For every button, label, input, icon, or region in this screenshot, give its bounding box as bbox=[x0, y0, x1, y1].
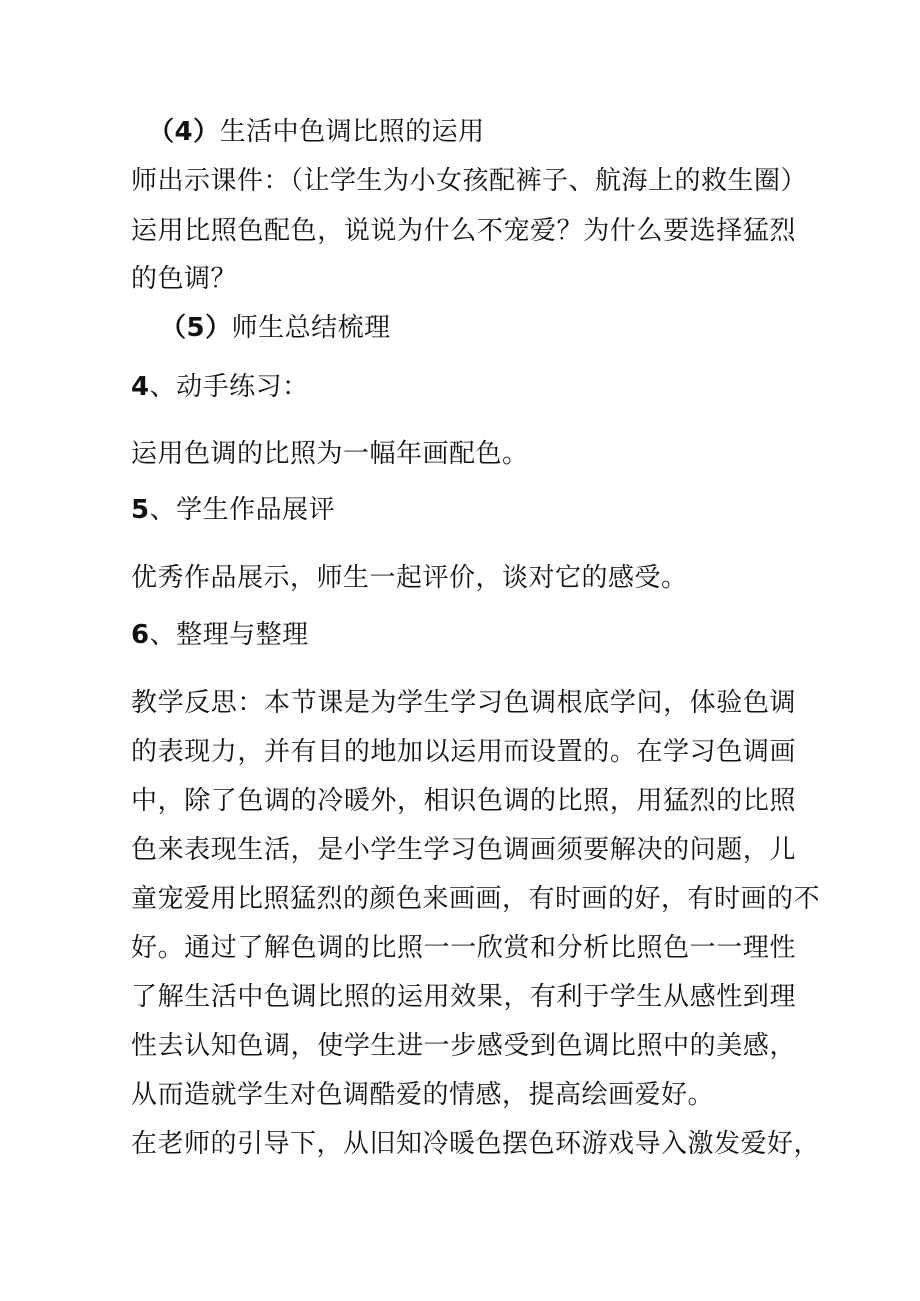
section-4-body: 运用色调的比照为一幅年画配色。 bbox=[131, 439, 529, 469]
section-6-heading bbox=[131, 618, 309, 652]
reflection-line: 在老师的引导下，从旧知冷暖色摆色环游戏导入激发爱好， bbox=[131, 1129, 821, 1159]
section-4-number: 4 bbox=[131, 372, 150, 402]
section-5-body: 优秀作品展示，师生一起评价，谈对它的感受。 bbox=[131, 563, 688, 593]
reflection-line: 好。通过了解色调的比照一一欣赏和分析比照色一一理性 bbox=[131, 933, 796, 963]
section-5-title: 、学生作品展评 bbox=[149, 495, 336, 525]
subsection-5-number: （5） bbox=[160, 313, 232, 343]
subsection-5-heading bbox=[160, 311, 391, 345]
reflection-line: 性去认知色调，使学生进一步感受到色调比照中的美感， bbox=[131, 1031, 796, 1061]
reflection-line: 教学反思：本节课是为学生学习色调根底学问，体验色调 bbox=[131, 688, 796, 718]
subsection-4-number: （4） bbox=[148, 117, 220, 147]
paragraph-line: 运用比照色配色，说说为什么不宠爱？为什么要选择猛烈 bbox=[131, 216, 796, 246]
reflection-line: 色来表现生活，是小学生学习色调画须要解决的问题，儿 bbox=[131, 835, 796, 865]
section-6-title: 、整理与整理 bbox=[149, 620, 309, 650]
paragraph-line: 的色调？ bbox=[131, 264, 238, 294]
section-5-number: 5 bbox=[131, 495, 150, 525]
section-6-number: 6 bbox=[131, 620, 150, 650]
subsection-5-title: 师生总结梳理 bbox=[231, 313, 391, 343]
paragraph-line: 师出示课件：（让学生为小女孩配裤子、航海上的救生圈） bbox=[131, 166, 808, 196]
reflection-line: 的表现力，并有目的地加以运用而设置的。在学习色调画 bbox=[131, 737, 796, 767]
subsection-4-heading bbox=[148, 115, 485, 149]
reflection-line: 了解生活中色调比照的运用效果，有利于学生从感性到理 bbox=[131, 982, 796, 1012]
reflection-line: 童宠爱用比照猛烈的颜色来画画，有时画的好，有时画的不 bbox=[131, 884, 821, 914]
section-4-title: 、动手练习： bbox=[149, 372, 309, 402]
section-4-heading bbox=[131, 370, 309, 404]
subsection-4-title: 生活中色调比照的运用 bbox=[219, 117, 485, 147]
reflection-line: 中，除了色调的冷暖外，相识色调的比照，用猛烈的比照 bbox=[131, 786, 796, 816]
reflection-line: 从而造就学生对色调酷爱的情感，提高绘画爱好。 bbox=[131, 1080, 715, 1110]
section-5-heading bbox=[131, 493, 335, 527]
